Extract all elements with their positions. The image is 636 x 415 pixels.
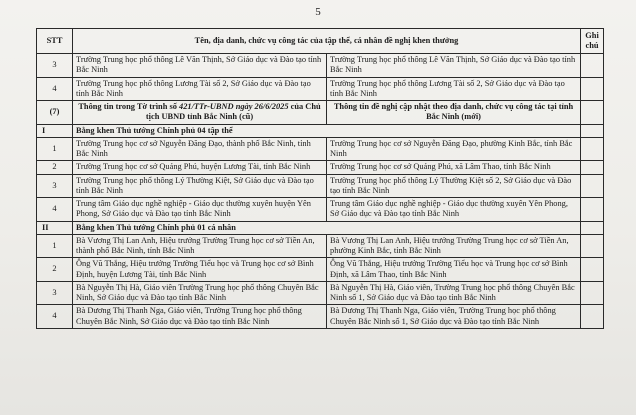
row-old-info: Trường Trung học cơ sở Nguyễn Đăng Đạo, thành phố Bắc Ninh, tỉnh Bắc Ninh (73, 137, 327, 161)
row-note (581, 101, 604, 125)
sub-header-row (37, 101, 604, 125)
table-row (37, 198, 604, 222)
sub-header-old-ref: 421/TTr-UBND ngày 26/6/2025 (179, 102, 289, 111)
table-row (37, 174, 604, 198)
row-old-info: Trường Trung học phổ thông Lê Văn Thịnh, Sở Giáo dục và Đào tạo tỉnh Bắc Ninh (73, 54, 327, 78)
row-stt: 3 (37, 54, 73, 78)
sub-header-new: Thông tin đề nghị cập nhật theo địa danh, chức vụ công tác tại tỉnh Bắc Ninh (mới) (327, 101, 581, 125)
header-name: Tên, địa danh, chức vụ công tác của tập thể, cá nhân đề nghị khen thưởng (73, 29, 581, 54)
section-title: Bằng khen Thủ tướng Chính phủ 04 tập thể (73, 124, 581, 137)
sub-header-old-text: Thông tin trong Tờ trình số (78, 102, 180, 111)
row-note (581, 221, 604, 234)
sub-header-old (73, 101, 327, 125)
row-note (581, 137, 604, 161)
row-old-info: Bà Dương Thị Thanh Nga, Giáo viên, Trường Trung học phổ thông Chuyên Bắc Ninh, Sở Giáo dục và Đào tạo tỉnh Bắc Ninh (73, 305, 327, 329)
section-title: Bằng khen Thủ tướng Chính phủ 01 cá nhân (73, 221, 581, 234)
table-row (37, 281, 604, 305)
section-stt: II (37, 221, 73, 234)
table-row (37, 137, 604, 161)
row-note (581, 258, 604, 282)
row-stt: 3 (37, 281, 73, 305)
row-note (581, 305, 604, 329)
row-stt: 4 (37, 198, 73, 222)
row-note (581, 198, 604, 222)
row-old-info: Trường Trung học phổ thông Lý Thường Kiệt, Sở Giáo dục và Đào tạo tỉnh Bắc Ninh (73, 174, 327, 198)
header-note: Ghi chú (581, 29, 604, 54)
row-new-info: Trường Trung học phổ thông Lý Thường Kiệt số 2, Sở Giáo dục và Đào tạo tỉnh Bắc Ninh (327, 174, 581, 198)
row-stt: 1 (37, 137, 73, 161)
row-new-info: Trường Trung học cơ sở Nguyễn Đăng Đạo, phường Kinh Bắc, tỉnh Bắc Ninh (327, 137, 581, 161)
sub-header-old-text-2: của Chủ tịch UBND tỉnh Bắc Ninh (cũ) (145, 102, 321, 122)
row-stt: 3 (37, 174, 73, 198)
row-note (581, 234, 604, 258)
row-note (581, 174, 604, 198)
section-stt: I (37, 124, 73, 137)
row-stt: 4 (37, 77, 73, 101)
row-stt: 4 (37, 305, 73, 329)
row-stt: 1 (37, 234, 73, 258)
row-new-info: Trường Trung học cơ sở Quảng Phú, xã Lâm Thao, tỉnh Bắc Ninh (327, 161, 581, 174)
table-header-row (37, 29, 604, 54)
table-row (37, 305, 604, 329)
row-note (581, 281, 604, 305)
row-old-info: Ông Vũ Thắng, Hiệu trưởng Trường Tiểu học và Trung học cơ sở Bình Định, huyện Lương Tài, tỉnh Bắc Ninh (73, 258, 327, 282)
award-table (36, 28, 604, 329)
section-row (37, 221, 604, 234)
row-stt: 2 (37, 258, 73, 282)
row-new-info: Bà Vương Thị Lan Anh, Hiệu trưởng Trường Trung học cơ sở Tiền An, phường Kinh Bắc, tỉnh Bắc Ninh (327, 234, 581, 258)
row-old-info: Bà Vương Thị Lan Anh, Hiệu trưởng Trường Trung học cơ sở Tiền An, thành phố Bắc Ninh, tỉnh Bắc Ninh (73, 234, 327, 258)
table-row (37, 258, 604, 282)
section-row (37, 124, 604, 137)
row-note (581, 54, 604, 78)
row-old-info: Trung tâm Giáo dục nghề nghiệp - Giáo dục thường xuyên huyện Yên Phong, Sở Giáo dục và Đào tạo tỉnh Bắc Ninh (73, 198, 327, 222)
row-new-info: Bà Nguyễn Thị Hà, Giáo viên, Trường Trung học phổ thông Chuyên Bắc Ninh số 1, Sở Giáo dục và Đào tạo tỉnh Bắc Ninh (327, 281, 581, 305)
row-new-info: Bà Dương Thị Thanh Nga, Giáo viên, Trường Trung học phổ thông Chuyên Bắc Ninh số 1, Sở Giáo dục và Đào tạo tỉnh Bắc Ninh (327, 305, 581, 329)
row-stt: 2 (37, 161, 73, 174)
sub-header-stt: (7) (37, 101, 73, 125)
table-row (37, 77, 604, 101)
row-note (581, 161, 604, 174)
row-old-info: Bà Nguyễn Thị Hà, Giáo viên Trường Trung học phổ thông Chuyên Bắc Ninh, Sở Giáo dục và Đào tạo tỉnh Bắc Ninh (73, 281, 327, 305)
row-new-info: Ông Vũ Thắng, Hiệu trưởng Trường Tiểu học và Trung học cơ sở Bình Định, xã Lâm Thao, tỉnh Bắc Ninh (327, 258, 581, 282)
row-new-info: Trung tâm Giáo dục nghề nghiệp - Giáo dục thường xuyên Yên Phong, Sở Giáo dục và Đào tạo tỉnh Bắc Ninh (327, 198, 581, 222)
row-old-info: Trường Trung học phổ thông Lương Tài số 2, Sở Giáo dục và Đào tạo tỉnh Bắc Ninh (73, 77, 327, 101)
row-note (581, 124, 604, 137)
row-old-info: Trường Trung học cơ sở Quảng Phú, huyện Lương Tài, tỉnh Bắc Ninh (73, 161, 327, 174)
header-stt: STT (37, 29, 73, 54)
table-row (37, 234, 604, 258)
row-new-info: Trường Trung học phổ thông Lê Văn Thịnh, Sở Giáo dục và Đào tạo tỉnh Bắc Ninh (327, 54, 581, 78)
row-new-info: Trường Trung học phổ thông Lương Tài số 2, Sở Giáo dục và Đào tạo tỉnh Bắc Ninh (327, 77, 581, 101)
row-note (581, 77, 604, 101)
table-row (37, 54, 604, 78)
page-number: 5 (315, 6, 321, 18)
table-row (37, 161, 604, 174)
